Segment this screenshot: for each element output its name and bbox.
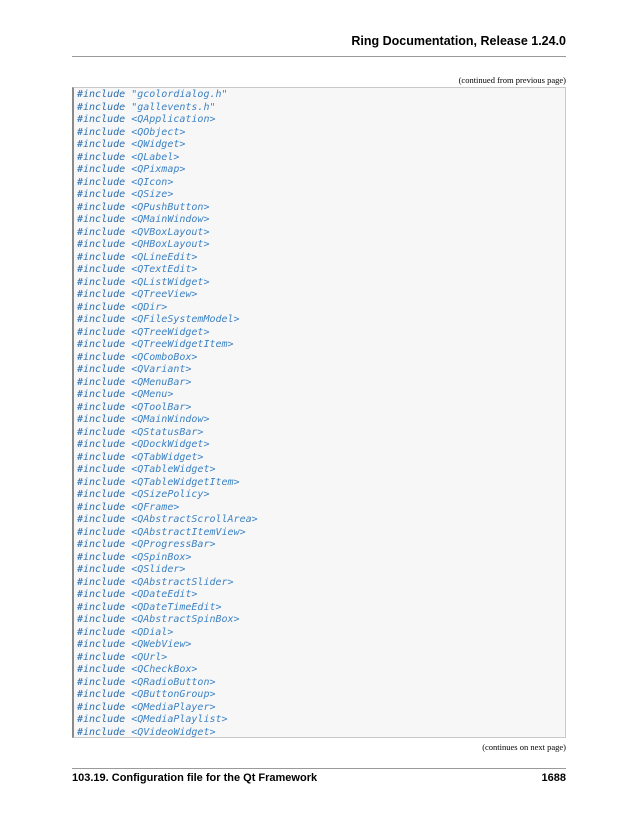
include-keyword: #include [77, 539, 126, 550]
include-keyword: #include [77, 164, 126, 175]
include-keyword: #include [77, 114, 126, 125]
include-keyword: #include [77, 376, 126, 388]
include-target: <QLineEdit> [131, 251, 198, 263]
include-keyword: #include [77, 226, 126, 238]
code-line [77, 239, 565, 252]
code-line [77, 264, 565, 277]
header-divider [72, 56, 566, 57]
include-keyword: #include [77, 489, 126, 500]
include-keyword: #include [77, 389, 126, 400]
code-line [77, 214, 565, 227]
include-keyword: #include [77, 401, 126, 413]
include-target: <QDateTimeEdit> [131, 601, 222, 613]
include-keyword: #include [77, 239, 126, 250]
code-line [77, 139, 565, 152]
include-keyword: #include [77, 451, 126, 463]
code-block [72, 87, 566, 738]
code-line [77, 202, 565, 215]
code-line [77, 589, 565, 602]
include-keyword: #include [77, 289, 126, 300]
code-line [77, 377, 565, 390]
include-target: <QApplication> [131, 114, 216, 125]
page-footer [72, 772, 566, 784]
include-target: <QIcon> [131, 176, 174, 188]
include-keyword: #include [77, 151, 126, 163]
code-line [77, 314, 565, 327]
include-target: <QMenu> [131, 389, 174, 400]
include-keyword: #include [77, 201, 126, 213]
code-line [77, 402, 565, 415]
include-keyword: #include [77, 626, 126, 638]
include-keyword: #include [77, 251, 126, 263]
include-keyword: #include [77, 564, 126, 575]
page-number: 1688 [541, 772, 566, 784]
include-target: <QDial> [131, 626, 174, 638]
include-target: <QFrame> [131, 501, 180, 513]
code-line [77, 627, 565, 640]
include-target: <QMediaPlaylist> [131, 714, 228, 725]
include-target: <QAbstractSpinBox> [131, 614, 240, 625]
include-keyword: #include [77, 576, 126, 588]
include-target: <QWidget> [131, 139, 186, 150]
code-line [77, 189, 565, 202]
code-line [77, 152, 565, 165]
include-keyword: #include [77, 689, 126, 700]
code-line [77, 714, 565, 727]
code-line [77, 702, 565, 715]
include-target: <QAbstractItemView> [131, 526, 246, 538]
code-line [77, 639, 565, 652]
include-target: <QSpinBox> [131, 551, 192, 563]
include-target: <QTreeWidgetItem> [131, 339, 234, 350]
include-target: <QListWidget> [131, 276, 210, 288]
code-line [77, 127, 565, 140]
continues-note: (continues on next page) [482, 742, 566, 752]
include-target: <QAbstractScrollArea> [131, 514, 258, 525]
code-line [77, 339, 565, 352]
include-target: <QPixmap> [131, 164, 186, 175]
include-keyword: #include [77, 664, 126, 675]
include-target: <QToolBar> [131, 401, 192, 413]
include-target: <QDir> [131, 301, 168, 313]
code-line [77, 89, 565, 102]
include-target: <QCheckBox> [131, 664, 198, 675]
include-keyword: #include [77, 139, 126, 150]
include-target: <QHBoxLayout> [131, 239, 210, 250]
include-keyword: #include [77, 276, 126, 288]
code-line [77, 352, 565, 365]
code-line [77, 564, 565, 577]
include-target: <QUrl> [131, 651, 168, 663]
include-keyword: #include [77, 551, 126, 563]
include-target: <QLabel> [131, 151, 180, 163]
code-line [77, 527, 565, 540]
include-target: <QProgressBar> [131, 539, 216, 550]
code-line [77, 514, 565, 527]
include-target: <QDockWidget> [131, 439, 210, 450]
include-target: <QTableWidget> [131, 464, 216, 475]
include-target: <QSlider> [131, 564, 186, 575]
include-keyword: #include [77, 651, 126, 663]
code-line [77, 277, 565, 290]
code-line [77, 389, 565, 402]
include-target: <QSizePolicy> [131, 489, 210, 500]
include-keyword: #include [77, 189, 126, 200]
include-keyword: #include [77, 176, 126, 188]
include-keyword: #include [77, 351, 126, 363]
include-keyword: #include [77, 126, 126, 138]
code-lines [74, 88, 565, 738]
include-target: <QTableWidgetItem> [131, 476, 240, 488]
include-target: <QMediaPlayer> [131, 701, 216, 713]
include-keyword: #include [77, 639, 126, 650]
code-line [77, 439, 565, 452]
code-line [77, 652, 565, 665]
code-line [77, 289, 565, 302]
code-line [77, 664, 565, 677]
include-keyword: #include [77, 601, 126, 613]
code-line [77, 427, 565, 440]
include-keyword: #include [77, 314, 126, 325]
include-keyword: #include [77, 426, 126, 438]
include-keyword: #include [77, 414, 126, 425]
include-target: <QMainWindow> [131, 414, 210, 425]
include-target: <QWebView> [131, 639, 192, 650]
include-target: <QVideoWidget> [131, 726, 216, 738]
include-target: <QPushButton> [131, 201, 210, 213]
include-target: <QAbstractSlider> [131, 576, 234, 588]
code-line [77, 614, 565, 627]
code-line [77, 452, 565, 465]
include-keyword: #include [77, 339, 126, 350]
code-line [77, 327, 565, 340]
code-line [77, 477, 565, 490]
include-keyword: #include [77, 101, 126, 113]
include-keyword: #include [77, 676, 126, 688]
include-target: <QStatusBar> [131, 426, 204, 438]
include-target: <QSize> [131, 189, 174, 200]
include-keyword: #include [77, 326, 126, 338]
code-line [77, 414, 565, 427]
include-target: <QTextEdit> [131, 264, 198, 275]
include-keyword: #include [77, 264, 126, 275]
include-target: <QComboBox> [131, 351, 198, 363]
include-target: <QButtonGroup> [131, 689, 216, 700]
include-target: <QTreeView> [131, 289, 198, 300]
code-line [77, 552, 565, 565]
code-line [77, 252, 565, 265]
code-line [77, 577, 565, 590]
include-keyword: #include [77, 364, 126, 375]
code-line [77, 502, 565, 515]
include-keyword: #include [77, 214, 126, 225]
code-line [77, 102, 565, 115]
code-line [77, 302, 565, 315]
include-target: "gallevents.h" [131, 101, 216, 113]
include-target: <QDateEdit> [131, 589, 198, 600]
section-title: 103.19. Configuration file for the Qt Framework [72, 772, 318, 784]
code-line [77, 464, 565, 477]
include-keyword: #include [77, 614, 126, 625]
include-keyword: #include [77, 439, 126, 450]
continued-from-note: (continued from previous page) [458, 75, 566, 85]
code-line [77, 602, 565, 615]
code-line [77, 114, 565, 127]
include-target: <QMainWindow> [131, 214, 210, 225]
code-line [77, 364, 565, 377]
code-line [77, 164, 565, 177]
code-line [77, 727, 565, 739]
code-line [77, 677, 565, 690]
include-keyword: #include [77, 89, 126, 100]
include-keyword: #include [77, 589, 126, 600]
include-target: "gcolordialog.h" [131, 89, 228, 100]
include-keyword: #include [77, 514, 126, 525]
code-line [77, 489, 565, 502]
page-header [72, 34, 566, 54]
code-line [77, 689, 565, 702]
code-line [77, 177, 565, 190]
include-target: <QRadioButton> [131, 676, 216, 688]
include-target: <QVariant> [131, 364, 192, 375]
include-target: <QVBoxLayout> [131, 226, 210, 238]
include-keyword: #include [77, 714, 126, 725]
include-keyword: #include [77, 726, 126, 738]
include-keyword: #include [77, 526, 126, 538]
include-target: <QFileSystemModel> [131, 314, 240, 325]
code-line [77, 539, 565, 552]
code-line [77, 227, 565, 240]
include-keyword: #include [77, 464, 126, 475]
include-target: <QTabWidget> [131, 451, 204, 463]
include-keyword: #include [77, 301, 126, 313]
include-keyword: #include [77, 476, 126, 488]
include-keyword: #include [77, 701, 126, 713]
document-title: Ring Documentation, Release 1.24.0 [351, 34, 566, 48]
include-target: <QObject> [131, 126, 186, 138]
footer-divider [72, 768, 566, 769]
include-target: <QMenuBar> [131, 376, 192, 388]
include-keyword: #include [77, 501, 126, 513]
include-target: <QTreeWidget> [131, 326, 210, 338]
